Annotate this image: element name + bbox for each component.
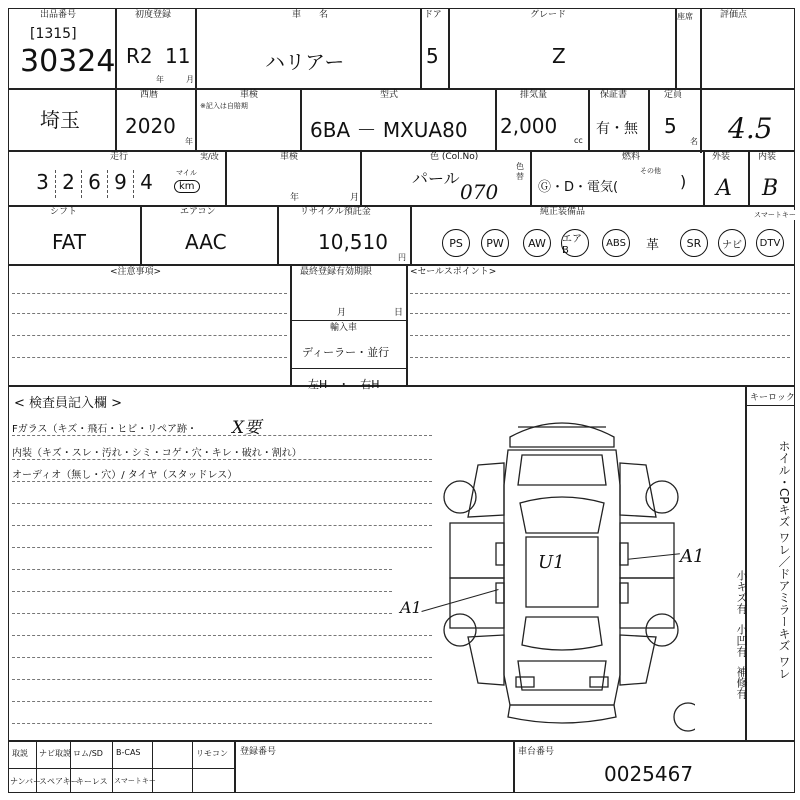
- warranty-label: 保証書: [600, 90, 628, 100]
- fuel-label: 燃料: [622, 152, 641, 162]
- exterior-grade: A: [716, 176, 732, 201]
- name-label: 車 名: [292, 10, 329, 20]
- inspection-note: ※記入は自賠期: [200, 102, 248, 110]
- inspection-label: 車検: [240, 90, 259, 100]
- ac-value: AAC: [185, 230, 227, 254]
- year-label: 西暦: [140, 90, 159, 100]
- score-label: 評価点: [720, 10, 748, 20]
- reg-label: 初度登録: [135, 10, 172, 20]
- final-reg-day: 日: [394, 308, 404, 318]
- equip-pw-badge: PW: [481, 229, 509, 257]
- mileage-digits: [30, 170, 170, 198]
- shift-label: シフト: [50, 207, 78, 217]
- inspection-month-unit: 月: [350, 193, 360, 203]
- lot-number: 30324: [20, 44, 116, 79]
- displacement-unit: cc: [574, 136, 583, 145]
- equip-navi-badge: ナビ: [718, 229, 746, 257]
- mileage-digit: 4: [140, 170, 153, 194]
- reg-month-unit: 月: [186, 75, 194, 84]
- fuel-text: Ⓖ・D・電気(: [538, 180, 619, 195]
- final-reg-label: 最終登録有効期限: [300, 267, 373, 277]
- inspector-line-interior: 内装（キズ・スレ・汚れ・シミ・コゲ・穴・キレ・破れ・割れ）: [12, 448, 302, 459]
- doc-navi-manual: ナビ取説: [39, 749, 71, 758]
- year-unit: 年: [185, 137, 193, 146]
- import-label: 輸入車: [330, 323, 358, 333]
- year-value: 2020: [125, 114, 176, 138]
- lot-label: 出品番号: [40, 10, 77, 20]
- reg-month: 11: [165, 44, 191, 68]
- shift-value: FAT: [52, 230, 87, 254]
- doc-plate: ナンバー: [10, 777, 42, 786]
- side-legend-sub: [728, 570, 748, 740]
- warranty-value: 有・無: [596, 121, 638, 137]
- keylock-label: キーロック: [750, 393, 795, 403]
- recycle-value: 10,510: [318, 230, 388, 254]
- doc-bcas: B-CAS: [116, 748, 141, 757]
- fuel-other-label: その他: [640, 167, 661, 175]
- recycle-label: リサイクル預託金: [300, 207, 371, 217]
- equip-aw-badge: AW: [523, 229, 551, 257]
- ac-label: エアコン: [180, 207, 216, 217]
- mileage-digit: 2: [56, 170, 82, 198]
- inspector-title: < 検査員記入欄 >: [14, 396, 123, 411]
- interior-grade: B: [762, 176, 779, 201]
- equip-abs-badge: ABS: [602, 229, 630, 257]
- doc-smart-key: スマートキー: [114, 777, 156, 785]
- doc-manual: 取説: [12, 749, 28, 758]
- side-legend: [752, 440, 792, 740]
- doc-keyless: キーレス: [76, 777, 108, 786]
- equip-ps-badge: PS: [442, 229, 470, 257]
- color-code: 070: [460, 180, 499, 204]
- handle-option: 左H ・ 右H: [308, 378, 380, 391]
- seats-label: 座席: [677, 12, 693, 21]
- model-value: 6BA － MXUA80: [310, 118, 468, 142]
- dealer-option: ディーラー・並行: [302, 346, 390, 359]
- inspector-line-glass: Fガラス（キズ・飛石・ヒビ・リペア跡・: [12, 424, 198, 435]
- doc-rom-sd: ロム/SD: [73, 749, 103, 758]
- inspector-line-audio: オーディオ（無し・穴）/ タイヤ（スタッドレス）: [12, 470, 238, 481]
- mileage-unit-mile: マイル: [176, 169, 197, 177]
- mileage-unit-km: km: [174, 180, 200, 193]
- capacity-value: 5: [664, 114, 677, 138]
- side-legend-repair: 補修有: [735, 666, 748, 699]
- side-legend-scratch: 小キズ有: [735, 570, 748, 614]
- damage-mark-left: A1: [400, 598, 422, 617]
- color-label: 色 (Col.No): [430, 152, 479, 162]
- smartkey-label: スマートキー: [754, 211, 796, 219]
- caution-label: <注意事項>: [110, 267, 162, 277]
- final-reg-month: 月: [337, 308, 347, 318]
- fuel-close: ): [680, 172, 687, 191]
- equip-sunroof-badge: SR: [680, 229, 708, 257]
- lot-bracket: [1315]: [30, 26, 77, 42]
- interior-label: 内装: [758, 152, 777, 162]
- equip-leather: 革: [646, 238, 660, 253]
- color-side-label: 色替: [516, 162, 524, 181]
- recycle-unit: 円: [398, 253, 406, 262]
- doc-remote: リモコン: [196, 749, 228, 758]
- meter-label: 実/改: [200, 152, 219, 161]
- mileage-digit: 9: [108, 170, 134, 198]
- grade-label: グレード: [530, 10, 567, 20]
- equip-airbag-badge: エアB: [561, 229, 589, 257]
- reg-era: R2: [126, 44, 153, 68]
- model-label: 型式: [380, 90, 399, 100]
- mileage-digit: 3: [30, 170, 56, 198]
- car-name: ハリアー: [265, 50, 345, 74]
- reg-year-unit: 年: [156, 75, 164, 84]
- mileage-label: 走行: [110, 152, 129, 162]
- door-count: 5: [426, 44, 439, 68]
- sales-point-label: <セールスポイント>: [410, 267, 497, 277]
- doc-spare-key: スペアキー: [39, 777, 79, 786]
- mileage-digit: 6: [82, 170, 108, 198]
- inspection-year-unit: 年: [290, 193, 300, 203]
- displacement-label: 排気量: [520, 90, 548, 100]
- capacity-label: 定員: [664, 90, 683, 100]
- equip-dtv-badge: DTV: [756, 229, 784, 257]
- exterior-label: 外装: [712, 152, 731, 162]
- grade-value: Z: [552, 44, 566, 68]
- side-legend-line: ホイル・CPキズ ワレ／ドアミラーキズ ワレ: [777, 440, 791, 680]
- capacity-unit: 名: [690, 137, 698, 146]
- reg-number-label: 登録番号: [240, 747, 277, 757]
- location: 埼玉: [40, 108, 80, 132]
- glass-mark: X要: [232, 418, 262, 438]
- door-label: ドア: [424, 10, 442, 20]
- color-name: パール: [412, 169, 460, 188]
- chassis-number: 0025467: [604, 762, 694, 786]
- score-value: 4.5: [728, 112, 773, 145]
- damage-mark-roof: U1: [538, 552, 565, 573]
- equipment-label: 純正装備品: [540, 207, 586, 217]
- damage-mark-right: A1: [680, 546, 705, 567]
- side-legend-dent: 小凹有: [735, 623, 748, 657]
- inspection-date-label: 車検: [280, 152, 299, 162]
- chassis-label: 車台番号: [518, 747, 555, 757]
- displacement-value: 2,000: [500, 114, 558, 138]
